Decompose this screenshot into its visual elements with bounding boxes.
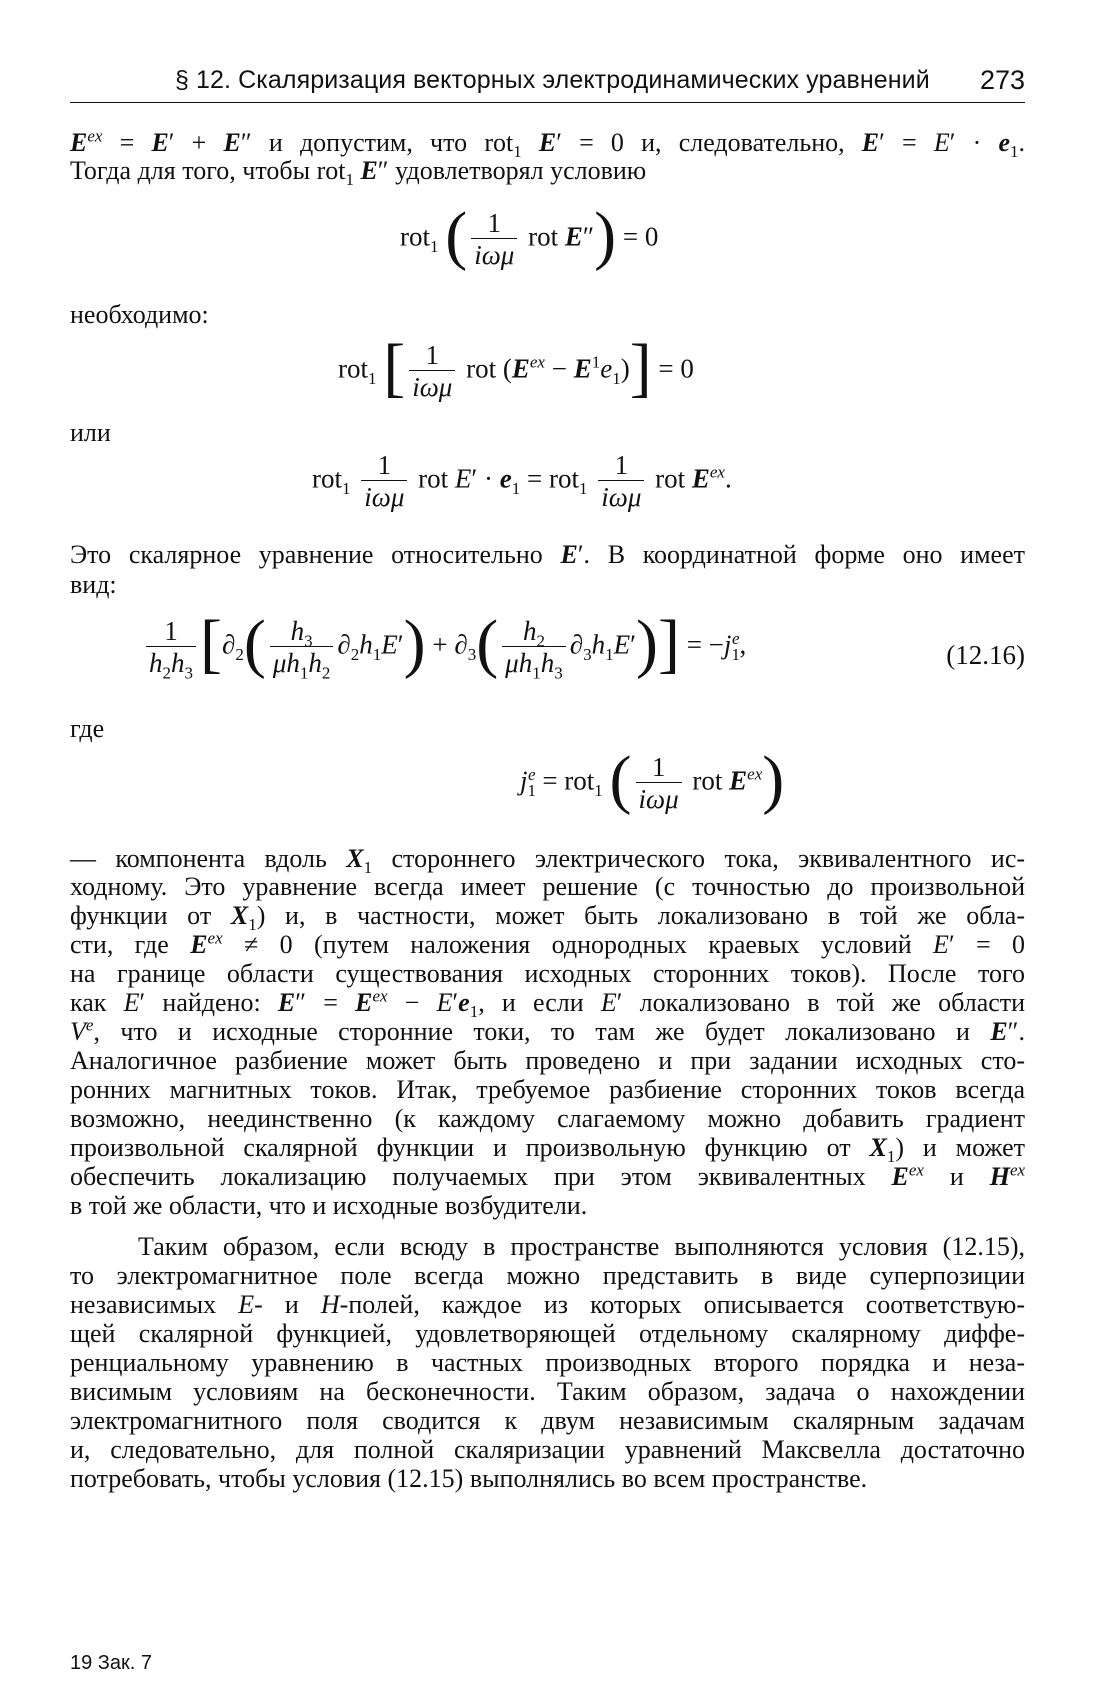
text-line: независимых E- и H-полей, каждое из которых описывается соответствую- [70,1290,1026,1319]
text-fragment: функции от [70,901,212,930]
text-line: ронних магнитных токов. Итак, требуемое разбиение сторонних токов всегда [70,1075,1025,1104]
text-line: — компонента вдоль $X_1$ стороннего электрического тока, эквивалентного ис- [70,844,1026,878]
text-line: необходимо: [70,300,209,329]
text-fragment: сти, где [70,930,169,959]
text-fragment: (путем наложения однородных краевых условий [314,930,912,959]
page-number: 273 [979,65,1025,95]
text-fragment: локализовано в той же области [639,988,1026,1017]
text-line: на границе области существования исходных сторонних токов). После того [70,959,1025,988]
text-line: Это скалярное уравнение относительно E′. В координатной форме оно имеет [70,540,1025,569]
text-fragment: независимых [70,1290,217,1319]
text-fragment: Тогда для того, чтобы [70,156,311,185]
text-fragment: ) и может [895,1133,1026,1162]
text-fragment: и допустим, что [268,128,468,157]
text-line: ходному. Это уравнение всегда имеет решение (с точностью до произвольной [70,872,1025,901]
running-header [70,62,1025,103]
text-line: функции от $X_1$) и, в частности, может быть локализовано в той же обла- [70,901,1025,935]
text-line: висимым условиям на бесконечности. Таким образом, задача о нахождении [70,1377,1025,1406]
text-line: где [70,714,105,743]
text-fragment: и, следовательно, [641,128,845,157]
formula: $j_1^e = rot_1$ ( $\frac{1}{\text{iωμ}}$ rot $E^{ex}$) [520,742,785,816]
text-fragment: как [70,988,107,1017]
text-fragment: . В координатной форме оно имеет [583,540,1025,569]
text-line: Аналогичное разбиение может быть проведено и при задании исходных сто- [70,1046,1025,1075]
text-line: обеспечить локализацию получаемых при этом эквивалентных $E^{ex}$ и $H^{ex}$ [70,1160,1026,1191]
text-line: ренциальному уравнению в частных производных второго порядка и неза- [70,1348,1025,1377]
text-line: вид: [70,570,117,599]
text-line: сти, где $E^{ex} \ne 0$ (путем наложения однородных краевых условий E′ = 0 [70,928,1026,959]
text-fragment: произвольной скалярной функции и произвольную функцию от [70,1133,851,1162]
text-line: в той же области, что и исходные возбудители. [70,1191,588,1220]
formula: rot$_1$ $\frac{1}{\text{iωμ}}$ rot $E' \cdot e_1 = rot_1$ $\frac{1}{\text{iωμ}}$ rot $E^{ex}$. [312,450,732,512]
equation-number: (12.16) [946,640,1025,670]
text-fragment: найдено: [162,988,261,1017]
text-fragment: стороннего электрического тока, эквивалентного ис- [391,844,1026,873]
formula: rot$_1$ ( $\frac{1}{\text{iωμ}}$ rot E″) = 0 [400,198,659,272]
text-line: $E^{ex} = E' + E''$ и допустим, что rot$_1$ E′ = 0 и, следовательно, $E' = E' \cdot e_1$. [70,126,1025,162]
text-fragment: , и если [478,988,584,1017]
text-fragment: Это скалярное уравнение относительно [70,540,543,569]
text-fragment: - и [254,1290,299,1319]
text-line: как E′ найдено: $E'' = E^{ex} - E'e_1$, и если E′ локализовано в той же области [70,986,1026,1022]
formula-12-16: $\frac{1}{h_2h_3}$ [$\partial_2$( $\frac{h_3}{\mu h_1h_2}$ $\partial_2h_1E') + \partial_3$( $\frac{h_2}{\mu h_1h_3}$ $\partial_3h_1E')] = -j_1^e$, [142,616,746,679]
formula: rot$_1$ [ $\frac{1}{\text{iωμ}}$ rot $(E^{ex} - E^1e_1)] = 0$ [338,330,694,404]
text-line: то электромагнитное поле всегда можно представить в виде суперпозиции [70,1261,1025,1290]
text-fragment: удовлетворял условию [395,156,647,185]
text-fragment: обеспечить локализацию получаемых при этом эквивалентных [70,1162,866,1191]
text-fragment: и [949,1162,964,1191]
section-title: § 12. Скаляризация векторных электродинамических уравнений [175,66,930,94]
text-line: произвольной скалярной функции и произвольную функцию от $X_1$) и может [70,1133,1026,1167]
text-line: щей скалярной функцией, удовлетворяющей отдельному скалярному диффе- [70,1319,1025,1348]
text-line: Таким образом, если всюду в пространстве выполняются условия (12.15), [138,1232,1025,1261]
text-fragment: ) и, в частности, может быть локализовано в той же обла- [256,901,1025,930]
text-line: потребовать, чтобы условия (12.15) выполнялись во всем пространстве. [70,1464,868,1493]
text-fragment: -полей, каждое из которых описывается соответствую- [339,1290,1026,1319]
signature-mark: 19 Зак. 7 [70,1652,152,1674]
text-fragment: — компонента вдоль [70,844,327,873]
text-line: или [70,418,111,447]
text-line: Тогда для того, чтобы rot$_1$ E″ удовлетворял условию [70,156,647,190]
text-line: электромагнитного поля сводится к двум независимым скалярным задачам [70,1406,1025,1435]
text-line: и, следовательно, для полной скаляризации уравнений Максвелла достаточно [70,1435,1025,1464]
text-line: возможно, неединственно (к каждому слагаемому можно добавить градиент [70,1104,1025,1133]
text-line: Ve, что и исходные сторонние токи, то там же будет локализовано и E″. [70,1015,1025,1046]
text-fragment: , что и исходные сторонние токи, то там же будет локализовано и [93,1017,970,1046]
